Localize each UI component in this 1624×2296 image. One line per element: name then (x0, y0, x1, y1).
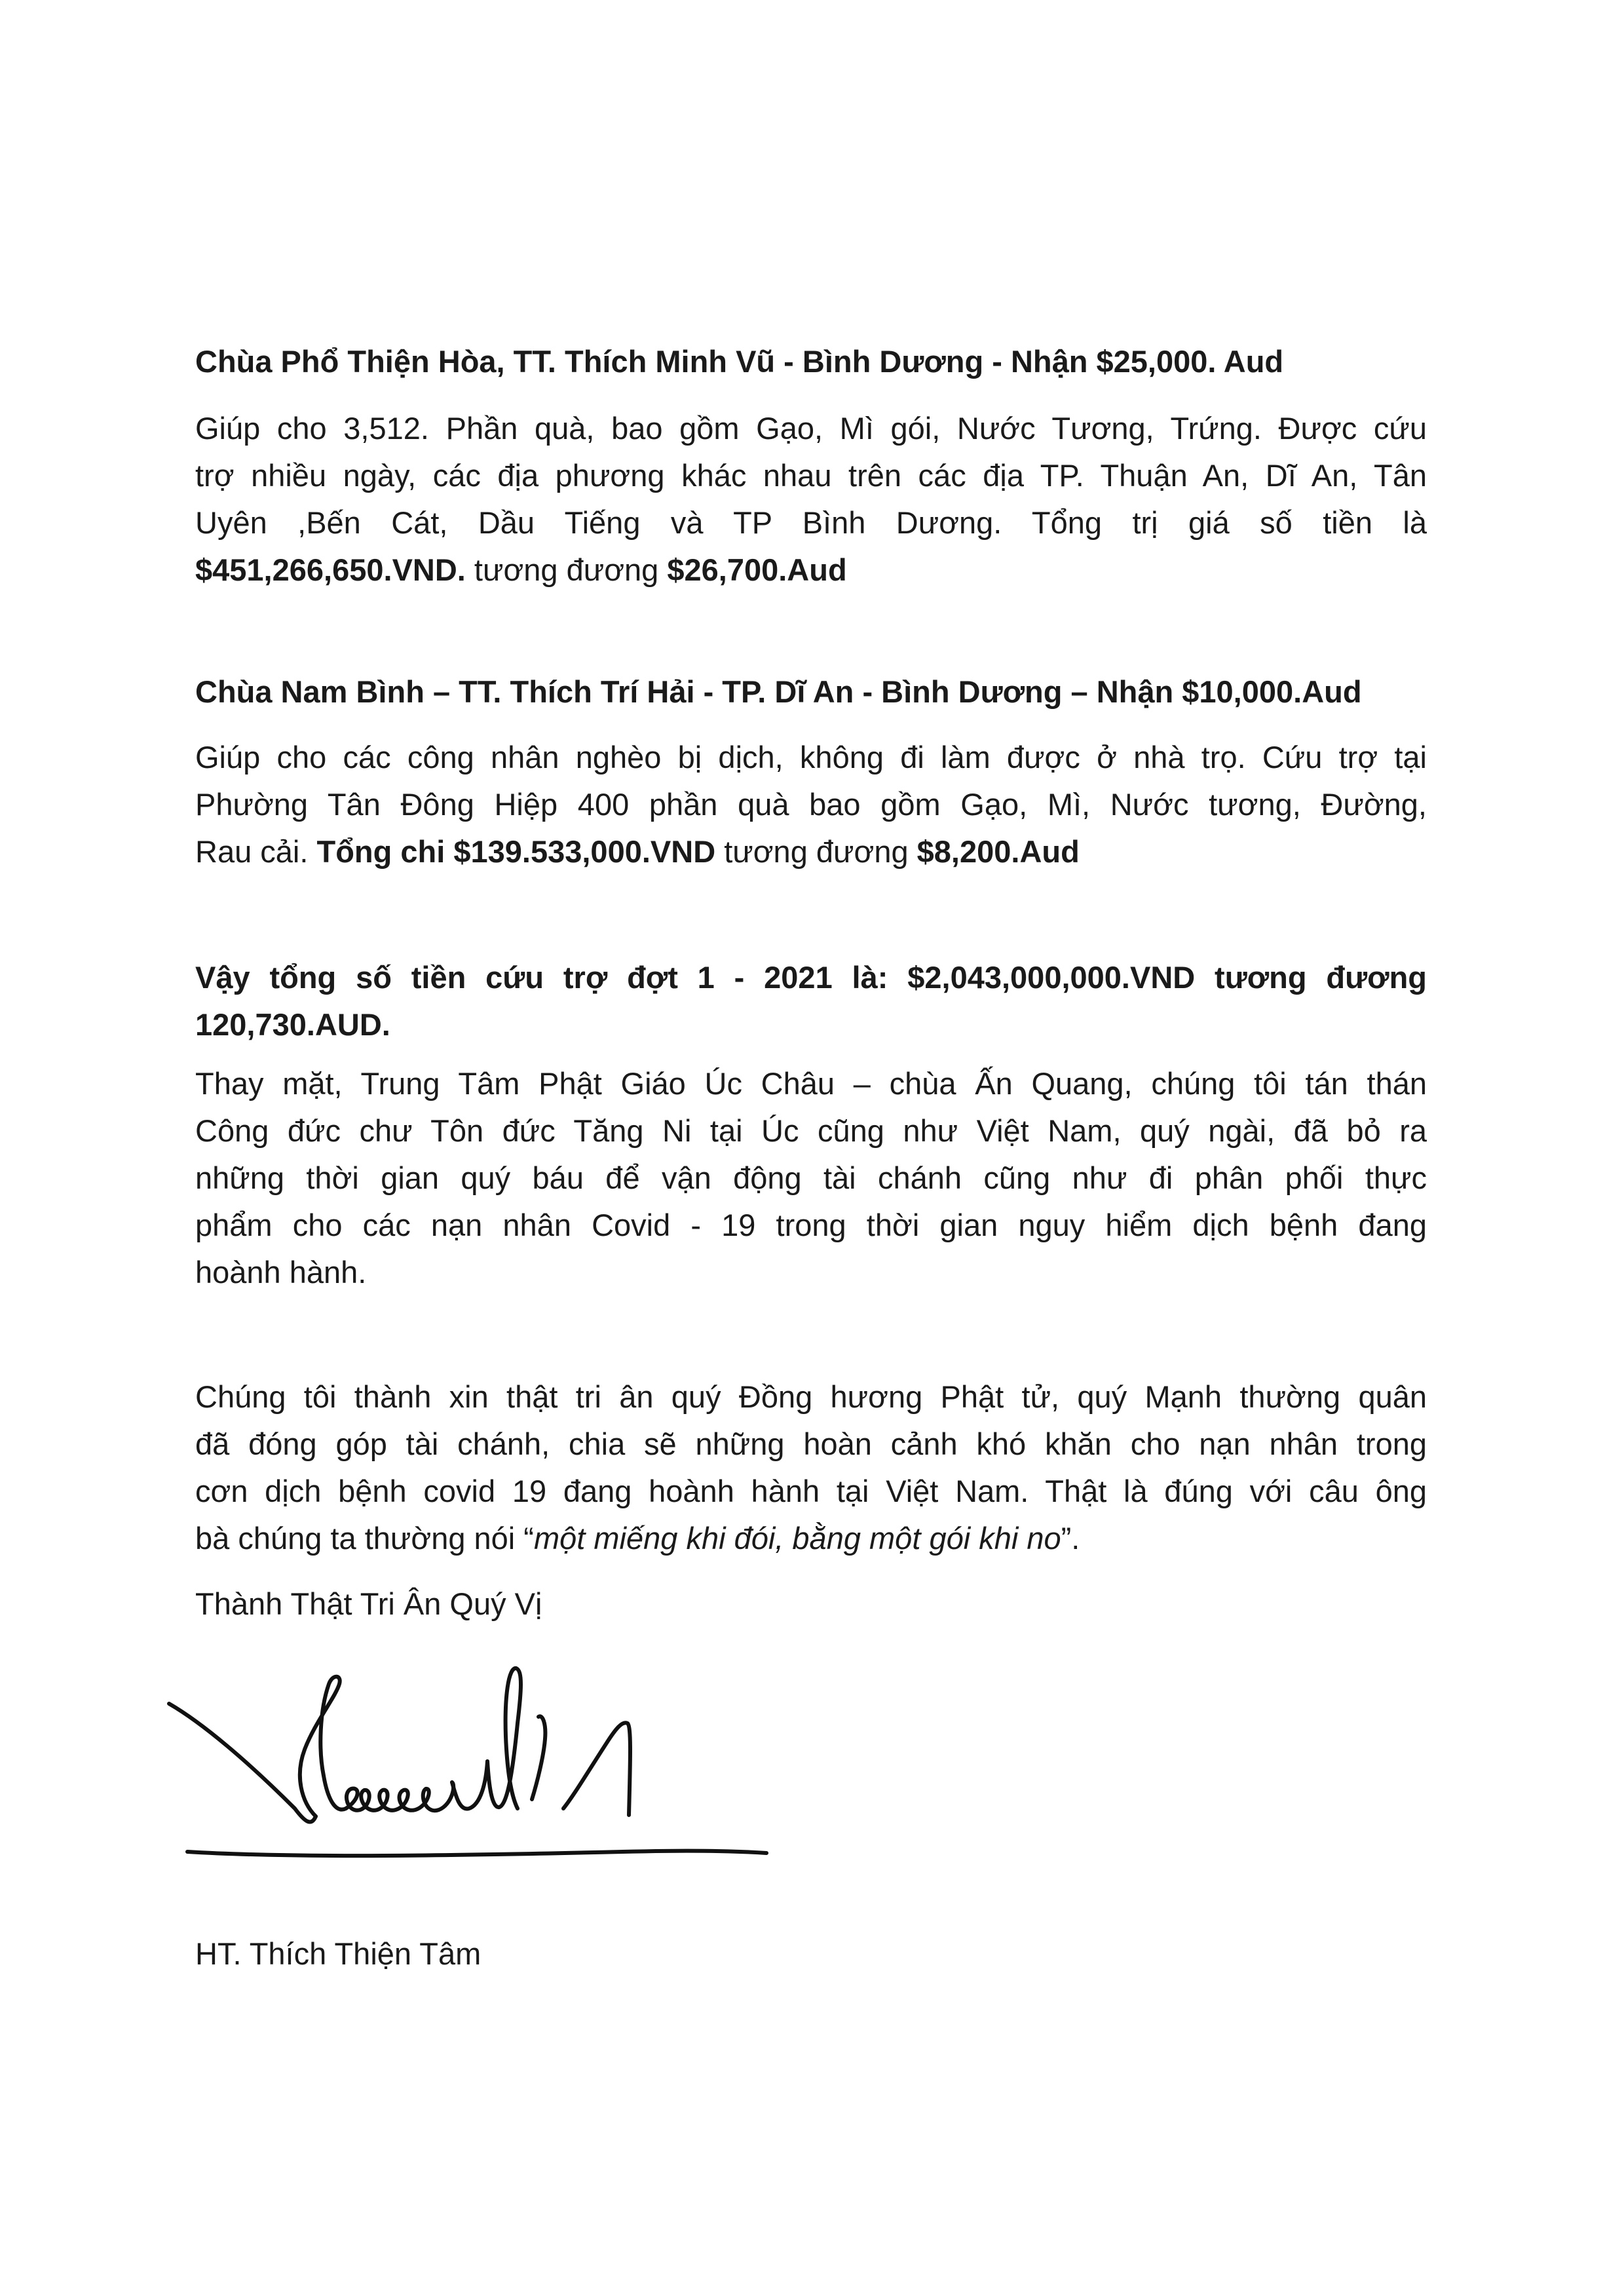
paragraph-line: Giúp cho các công nhân nghèo bị dịch, không đi làm được ở nhà trọ. Cứu trợ tại (195, 740, 1427, 775)
closing-line (195, 1580, 1427, 1628)
equivalent-text: tương đương (465, 552, 668, 587)
paragraph-line: Công đức chư Tôn đức Tăng Ni tại Úc cũng như Việt Nam, quý ngài, đã bỏ ra (195, 1113, 1427, 1148)
section-heading: Chùa Nam Bình – TT. Thích Trí Hải - TP. Dĩ An - Bình Dương – Nhận $10,000.Aud (195, 674, 1362, 709)
section-heading: Chùa Phổ Thiện Hòa, TT. Thích Minh Vũ - Bình Dương - Nhận $25,000. Aud (195, 344, 1284, 379)
paragraph-line: Chúng tôi thành xin thật tri ân quý Đồng hương Phật tử, quý Mạnh thường quân (195, 1379, 1427, 1414)
summary-line: 120,730.AUD. (195, 1007, 390, 1042)
equivalent-text: tương đương (715, 834, 917, 869)
handwritten-signature (164, 1645, 780, 1881)
total-aud: $8,200.Aud (916, 834, 1080, 869)
total-vnd: Tổng chi $139.533,000.VND (316, 834, 716, 869)
total-aud: $26,700.Aud (667, 552, 847, 587)
paragraph-line: Uyên ,Bến Cát, Dầu Tiếng và TP Bình Dương. Tổng trị giá số tiền là (195, 505, 1427, 540)
gratitude-paragraph (195, 1373, 1427, 1562)
paragraph-line: phẩm cho các nạn nhân Covid - 19 trong thời gian nguy hiểm dịch bệnh đang (195, 1208, 1427, 1242)
paragraph-line: cơn dịch bệnh covid 19 đang hoành hành tại Việt Nam. Thật là đúng với câu ông (195, 1474, 1427, 1508)
line-end: ”. (1061, 1521, 1080, 1556)
section-paragraph (195, 734, 1427, 875)
section-paragraph (195, 405, 1427, 594)
paragraph-line (195, 546, 1427, 594)
paragraph-line: những thời gian quý báu để vận động tài chánh cũng như đi phân phối thực (195, 1160, 1427, 1195)
gratitude-text (195, 1373, 1427, 1562)
section-pho-thien-hoa (195, 338, 1427, 385)
signatory-name: HT. Thích Thiện Tâm (195, 1936, 482, 1971)
paragraph-line: hoành hành. (195, 1255, 367, 1290)
paragraph-line: Phường Tân Đông Hiệp 400 phần quà bao gồm Gạo, Mì, Nước tương, Đường, (195, 787, 1427, 822)
summary-line: Vậy tổng số tiền cứu trợ đợt 1 - 2021 là: $2,043,000,000.VND tương đương (195, 960, 1427, 995)
signatory-line (195, 1930, 1427, 1978)
section-pho-thien-hoa-body (195, 405, 1427, 594)
paragraph-line (195, 828, 1427, 875)
section-nam-binh (195, 668, 1427, 716)
thanks-paragraph (195, 1060, 1427, 1296)
section-nam-binh-body (195, 734, 1427, 875)
paragraph-line: đã đóng góp tài chánh, chia sẽ những hoàn cảnh khó khăn cho nạn nhân trong (195, 1426, 1427, 1461)
summary-total (195, 954, 1427, 1048)
paragraph-line (195, 1515, 1427, 1562)
line-start: bà chúng ta thường nói “ (195, 1521, 534, 1556)
paragraph-line: trợ nhiều ngày, các địa phương khác nhau trên các địa TP. Thuận An, Dĩ An, Tân (195, 458, 1427, 493)
closing-text: Thành Thật Tri Ân Quý Vị (195, 1586, 542, 1621)
line-start: Rau cải. (195, 834, 317, 869)
paragraph-line: Thay mặt, Trung Tâm Phật Giáo Úc Châu – chùa Ấn Quang, chúng tôi tán thán (195, 1066, 1427, 1101)
total-vnd: $451,266,650.VND. (195, 552, 466, 587)
thanks-text (195, 1060, 1427, 1296)
paragraph-line: Giúp cho 3,512. Phần quà, bao gồm Gạo, Mì gói, Nước Tương, Trứng. Được cứu (195, 411, 1427, 446)
proverb-quote: một miếng khi đói, bằng một gói khi no (533, 1521, 1061, 1556)
summary-paragraph (195, 954, 1427, 1048)
